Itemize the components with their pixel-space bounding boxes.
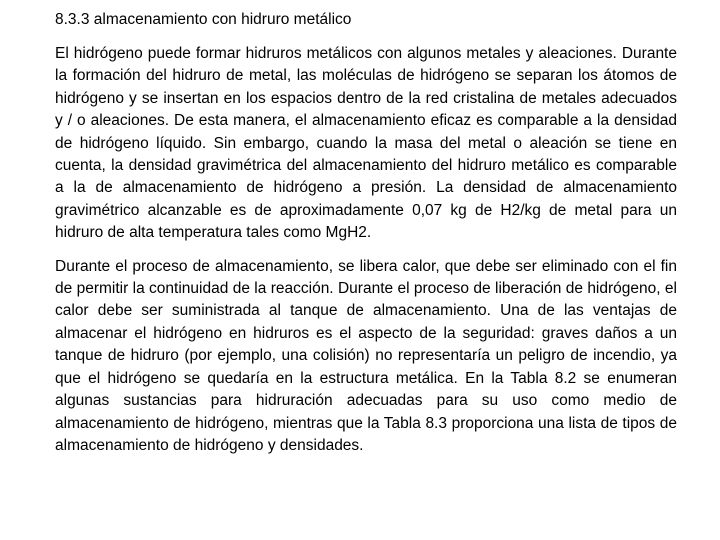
section-heading: 8.3.3 almacenamiento con hidruro metálico (55, 11, 352, 28)
document-page (55, 9, 677, 457)
paragraph-metal-hydrides: El hidrógeno puede formar hidruros metálicos con algunos metales y aleaciones. Durante la formación del hidruro de metal, las moléculas de hidrógeno se separan los átomos de hidrógeno y se insertan en los espacios dentro de la red cristalina de metales adecuados y / o aleaciones. De esta manera, el almacenamiento eficaz es comparable a la densidad de hidrógeno líquido. Sin embargo, cuando la masa del metal o aleación se tiene en cuenta, la densidad gravimétrica del almacenamiento del hidruro metálico es comparable a la de almacenamiento de hidrógeno a presión. La densidad de almacenamiento gravimétrico alcanzable es de aproximadamente 0,07 kg de H2/kg de metal para un hidruro de alta temperatura tales como MgH2. (55, 45, 677, 242)
paragraph-storage-process: Durante el proceso de almacenamiento, se libera calor, que debe ser eliminado con el fin de permitir la continuidad de la reacción. Durante el proceso de liberación de hidrógeno, el calor debe ser suministrada al tanque de almacenamiento. Una de las ventajas de almacenar el hidrógeno en hidruros es el aspecto de la seguridad: graves daños a un tanque de hidruro (por ejemplo, una colisión) no representaría un peligro de incendio, ya que el hidrógeno se quedaría en la estructura metálica. En la Tabla 8.2 se enumeran algunas sustancias para hidruración adecuadas para su uso como medio de almacenamiento de hidrógeno, mientras que la Tabla 8.3 proporciona una lista de tipos de almacenamiento de hidrógeno y densidades. (55, 257, 677, 454)
